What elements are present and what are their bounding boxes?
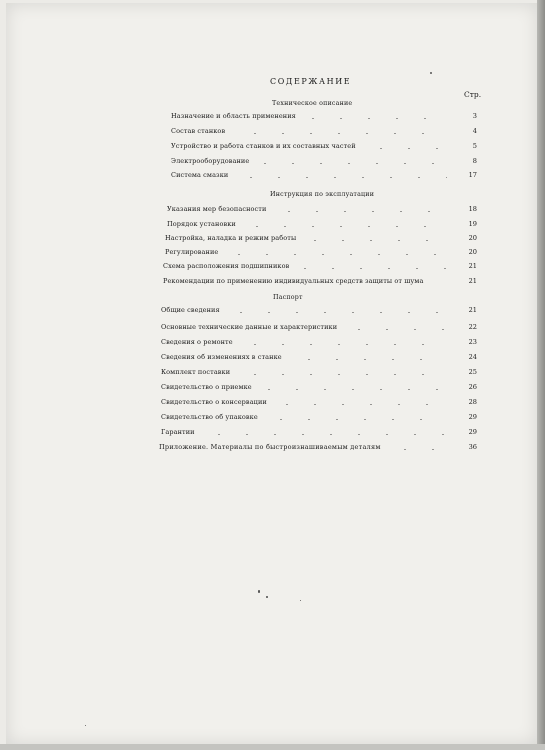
- toc-entry-label: Комплект поставки: [161, 368, 231, 376]
- toc-entry-label: Электрооборудование: [171, 157, 250, 165]
- toc-entry-page: 19: [468, 220, 477, 228]
- dot-leader: [225, 253, 447, 256]
- section-title-technical-description: Техническое описание: [272, 100, 353, 107]
- toc-entry: [161, 398, 477, 408]
- toc-entry: [171, 171, 477, 181]
- toc-entry: [161, 323, 477, 333]
- scan-edge-bottom: [0, 744, 545, 750]
- toc-entry-page: 26: [468, 383, 477, 391]
- toc-entry-page: 18: [468, 205, 477, 213]
- toc-entry: [161, 306, 477, 316]
- toc-entry-page: 36: [468, 443, 477, 451]
- toc-entry: [165, 234, 477, 244]
- toc-entry-label: Свидетельство о приемке: [161, 383, 252, 391]
- toc-entry-label: Регулирование: [165, 248, 219, 256]
- scan-speck: [430, 72, 432, 74]
- dot-leader: [241, 132, 447, 135]
- toc-entry-label: Назначение и область применения: [171, 112, 296, 120]
- toc-entry-page: 4: [472, 127, 477, 135]
- toc-entry-appendix: [159, 443, 477, 453]
- scan-speck: [266, 596, 268, 598]
- dot-leader: [243, 225, 447, 228]
- toc-entry: [171, 112, 477, 122]
- dot-leader: [241, 343, 447, 346]
- toc-entry-label: Схема расположения подшипников: [163, 262, 290, 270]
- dot-leader: [291, 267, 447, 270]
- toc-entry-page: 21: [468, 262, 477, 270]
- toc-entry-label: Рекомендации по применению индивидуальных средств защиты от шума: [163, 277, 424, 285]
- toc-entry-page: 20: [468, 234, 477, 242]
- dot-leader: [205, 433, 447, 436]
- toc-entry: [163, 262, 477, 272]
- toc-entry-page: 5: [472, 142, 477, 150]
- section-title-operating-instructions: Инструкция по эксплуатации: [270, 191, 375, 198]
- toc-entry-label: Свидетельство о консервации: [161, 398, 267, 406]
- dot-leader: [267, 418, 447, 421]
- toc-entry-page: 29: [468, 428, 477, 436]
- dot-leader: [241, 373, 447, 376]
- toc-entry-page: 20: [468, 248, 477, 256]
- toc-entry-label: Указания мер безопасности: [167, 205, 267, 213]
- toc-entry: [171, 127, 477, 137]
- toc-entry-page: 17: [468, 171, 477, 179]
- dot-leader: [273, 403, 447, 406]
- toc-entry: [167, 220, 477, 230]
- toc-entry: [161, 338, 477, 348]
- toc-entry: [167, 205, 477, 215]
- dot-leader: [299, 117, 447, 120]
- toc-entry-label: Настройка, наладка и режим работы: [165, 234, 297, 242]
- toc-entry-label: Порядок установки: [167, 220, 236, 228]
- section-title-passport: Паспорт: [273, 294, 303, 301]
- toc-entry: [161, 413, 477, 423]
- dot-leader: [237, 176, 447, 179]
- toc-entry-label: Основные технические данные и характеристики: [161, 323, 338, 331]
- toc-entry-page: 23: [468, 338, 477, 346]
- dot-leader: [391, 448, 447, 451]
- toc-entry-page: 21: [468, 306, 477, 314]
- toc-entry: [161, 353, 477, 363]
- toc-entry-label: Приложение. Материалы по быстроизнашиваемым деталям: [159, 443, 381, 451]
- dot-leader: [345, 328, 447, 331]
- toc-entry: [161, 383, 477, 393]
- toc-entry-page: 28: [468, 398, 477, 406]
- dot-leader: [227, 311, 447, 314]
- scan-speck: [85, 725, 86, 726]
- dot-leader: [435, 282, 447, 285]
- toc-entry: [161, 368, 477, 378]
- dot-leader: [295, 358, 447, 361]
- toc-entry-label: Система смазки: [171, 171, 229, 179]
- toc-entry-label: Сведения о ремонте: [161, 338, 233, 346]
- toc-entry-label: Свидетельство об упаковке: [161, 413, 258, 421]
- toc-entry-label: Общие сведения: [161, 306, 220, 314]
- toc-entry-page: 3: [472, 112, 477, 120]
- toc-entry: [171, 142, 477, 152]
- toc-entry-label: Сведения об изменениях в станке: [161, 353, 282, 361]
- toc-entry-label: Устройство и работа станков и их составных частей: [171, 142, 356, 150]
- toc-entry-label: Состав станков: [171, 127, 226, 135]
- scan-speck: [258, 590, 260, 593]
- scan-edge-right: [537, 0, 545, 750]
- toc-entry-label: Гарантии: [161, 428, 195, 436]
- page-column-label: Стр.: [464, 90, 482, 99]
- dot-leader: [301, 239, 447, 242]
- document-title: СОДЕРЖАНИЕ: [270, 77, 352, 86]
- dot-leader: [367, 147, 447, 150]
- dot-leader: [275, 210, 447, 213]
- toc-entry-page: 8: [472, 157, 477, 165]
- toc-entry: [171, 157, 477, 167]
- toc-entry-page: 21: [468, 277, 477, 285]
- toc-entry-page: 29: [468, 413, 477, 421]
- toc-entry: [161, 428, 477, 438]
- toc-entry-page: 25: [468, 368, 477, 376]
- toc-entry-page: 22: [468, 323, 477, 331]
- toc-entry-page: 24: [468, 353, 477, 361]
- toc-entry: [165, 248, 477, 258]
- dot-leader: [255, 388, 447, 391]
- toc-entry: [163, 277, 477, 287]
- scan-speck: [300, 600, 301, 601]
- dot-leader: [251, 162, 447, 165]
